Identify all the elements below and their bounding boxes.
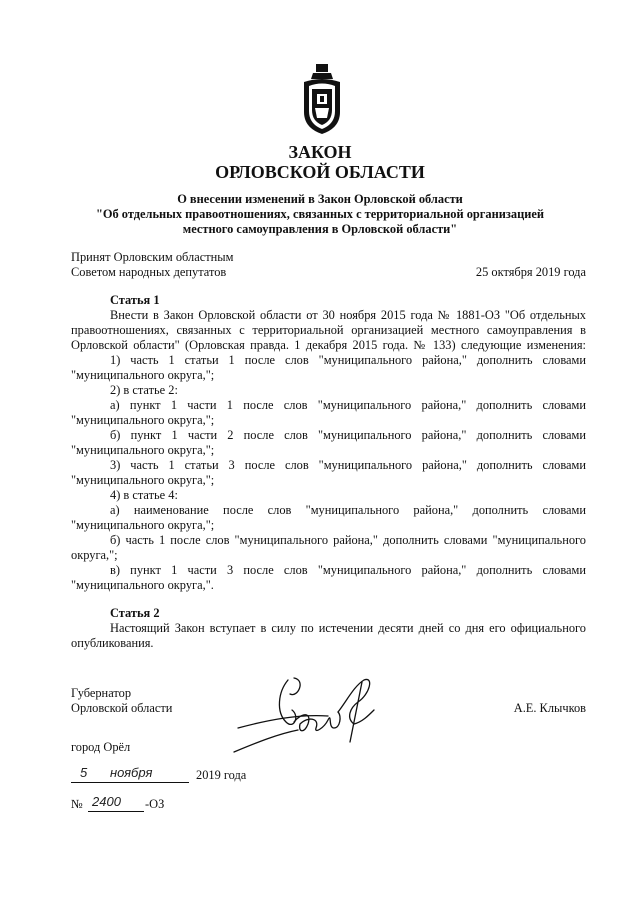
coat-of-arms-emblem [300,64,344,136]
signatory-position-line-2: Орловской области [71,701,173,715]
item-2: 2) в статье 2: [110,383,178,397]
law-heading-line-3: местного самоуправления в Орловской области" [182,222,458,236]
date-underline-day [71,782,189,783]
number-suffix: -ОЗ [145,797,165,811]
article-2-line-2: опубликования. [71,636,154,650]
item-2b-line-2: "муниципального округа,"; [71,443,215,457]
law-heading-line-2: "Об отдельных правоотношениях, связанных с территориальной организацией [95,207,545,221]
article-1-title: Статья 1 [110,293,160,307]
city-line: город Орёл [71,740,131,754]
law-title: ЗАКОН [288,142,352,162]
law-heading-line-1: О внесении изменений в Закон Орловской области [177,192,463,206]
item-4c-line-2: "муниципального округа,". [71,578,214,592]
date-year: 2019 года [196,768,247,782]
item-4c-line-1: в) пункт 1 части 3 после слов "муниципального района," дополнить словами [110,563,586,577]
handwritten-signature [228,672,388,760]
item-4a-line-1: а) наименование после слов "муниципального района," дополнить словами [110,503,586,517]
law-region: ОРЛОВСКОЙ ОБЛАСТИ [215,162,425,182]
adoption-line-1: Принят Орловским областным [71,250,234,264]
item-4b-line-2: округа,"; [71,548,118,562]
article-1-intro-line-2: правоотношениях, связанных с территориальной организацией местного самоуправления в [71,323,586,337]
article-1-intro-line-3: Орловской области" (Орловская правда. 1 декабря 2015 года. № 133) следующие изменения: [71,338,586,352]
adoption-line-2: Советом народных депутатов [71,265,227,279]
number-prefix: № [71,797,83,811]
article-1-intro-line-1: Внести в Закон Орловской области от 30 ноября 2015 года № 1881-ОЗ "Об отдельных [110,308,586,322]
item-1-line-2: "муниципального округа,"; [71,368,215,382]
law-number: 2400 [92,794,121,809]
signatory-position-line-1: Губернатор [71,686,132,700]
number-underline [88,811,144,812]
date-day: 5 [80,765,88,780]
article-2-line-1: Настоящий Закон вступает в силу по истечении десяти дней со дня его официального [110,621,586,635]
item-4: 4) в статье 4: [110,488,178,502]
date-month: ноября [110,765,153,780]
signatory-name: А.Е. Клычков [513,701,586,715]
item-2b-line-1: б) пункт 1 части 2 после слов "муниципального района," дополнить словами [110,428,586,442]
item-2a-line-1: а) пункт 1 части 1 после слов "муниципального района," дополнить словами [110,398,586,412]
item-4a-line-2: "муниципального округа,"; [71,518,215,532]
item-2a-line-2: "муниципального округа,"; [71,413,215,427]
item-1-line-1: 1) часть 1 статьи 1 после слов "муниципального района," дополнить словами [110,353,586,367]
item-3-line-2: "муниципального округа,"; [71,473,215,487]
item-4b-line-1: б) часть 1 после слов "муниципального района," дополнить словами "муниципального [110,533,586,547]
article-2-title: Статья 2 [110,606,160,620]
adoption-date: 25 октября 2019 года [475,265,586,279]
item-3-line-1: 3) часть 1 статьи 3 после слов "муниципального района," дополнить словами [110,458,586,472]
